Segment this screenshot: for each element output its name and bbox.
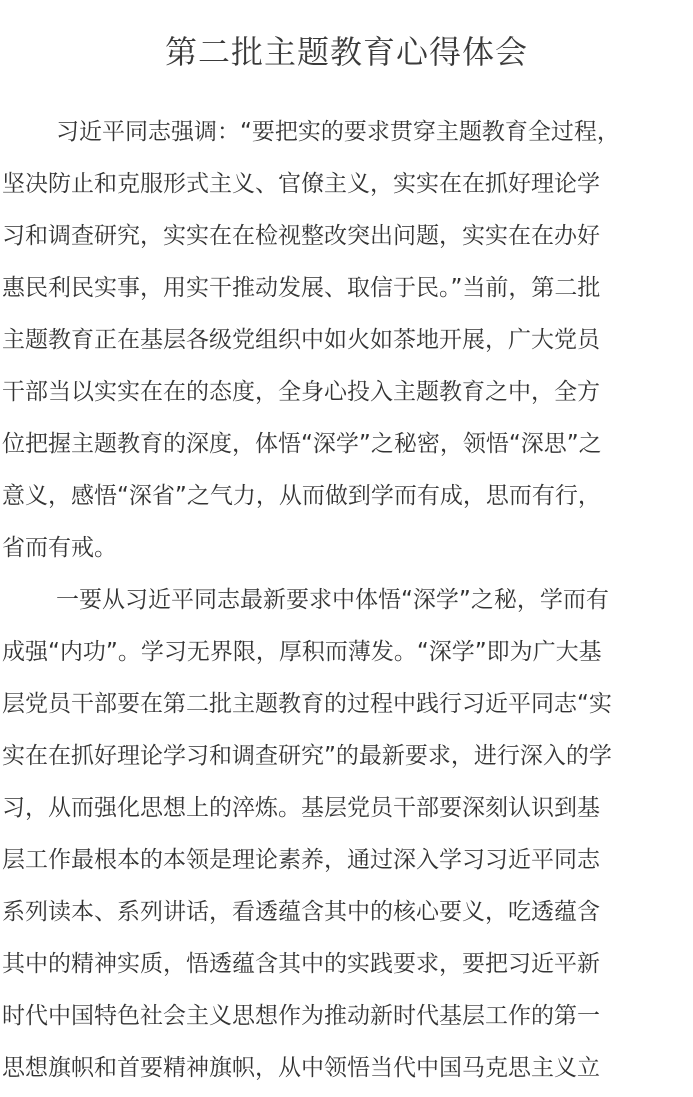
text-line: 系列读本、系列讲话，看透蕴含其中的核心要义，吃透蕴含 <box>2 899 600 925</box>
text-line: 意义，感悟“深省”之气力，从而做到学而有成，思而有行， <box>2 483 601 509</box>
text-line: 时代中国特色社会主义思想作为推动新时代基层工作的第一 <box>2 1003 600 1029</box>
text-line: 层党员干部要在第二批主题教育的过程中践行习近平同志“实 <box>2 691 612 717</box>
text-line: 层工作最根本的本领是理论素养，通过深入学习习近平同志 <box>2 847 600 873</box>
text-line: 坚决防止和克服形式主义、官僚主义，实实在在抓好理论学 <box>2 171 600 197</box>
text-line: 思想旗帜和首要精神旗帜，从中领悟当代中国马克思主义立 <box>2 1055 600 1081</box>
text-line: 干部当以实实在在的态度，全身心投入主题教育之中，全方 <box>2 379 600 405</box>
text-line: 省而有戒。 <box>2 535 117 561</box>
text-line: 习，从而强化思想上的淬炼。基层党员干部要深刻认识到基 <box>2 795 600 821</box>
text-line: 习近平同志强调：“要把实的要求贯穿主题教育全过程， <box>56 119 620 145</box>
text-line: 成强“内功”。学习无界限，厚积而薄发。“深学”即为广大基 <box>2 639 602 665</box>
text-line: 主题教育正在基层各级党组织中如火如茶地开展，广大党员 <box>2 327 600 353</box>
text-line: 一要从习近平同志最新要求中体悟“深学”之秘，学而有 <box>56 587 609 613</box>
text-line: 惠民利民实事，用实干推动发展、取信于民。”当前，第二批 <box>2 275 601 301</box>
text-line: 其中的精神实质，悟透蕴含其中的实践要求，要把习近平新 <box>2 951 600 977</box>
text-line: 习和调查研究，实实在在检视整改突出问题，实实在在办好 <box>2 223 600 249</box>
text-line: 实在在抓好理论学习和调查研究”的最新要求，进行深入的学 <box>2 743 612 769</box>
text-line: 位把握主题教育的深度，体悟“深学”之秘密，领悟“深思”之 <box>2 431 602 457</box>
document-title: 第二批主题教育心得体会 <box>164 33 528 71</box>
